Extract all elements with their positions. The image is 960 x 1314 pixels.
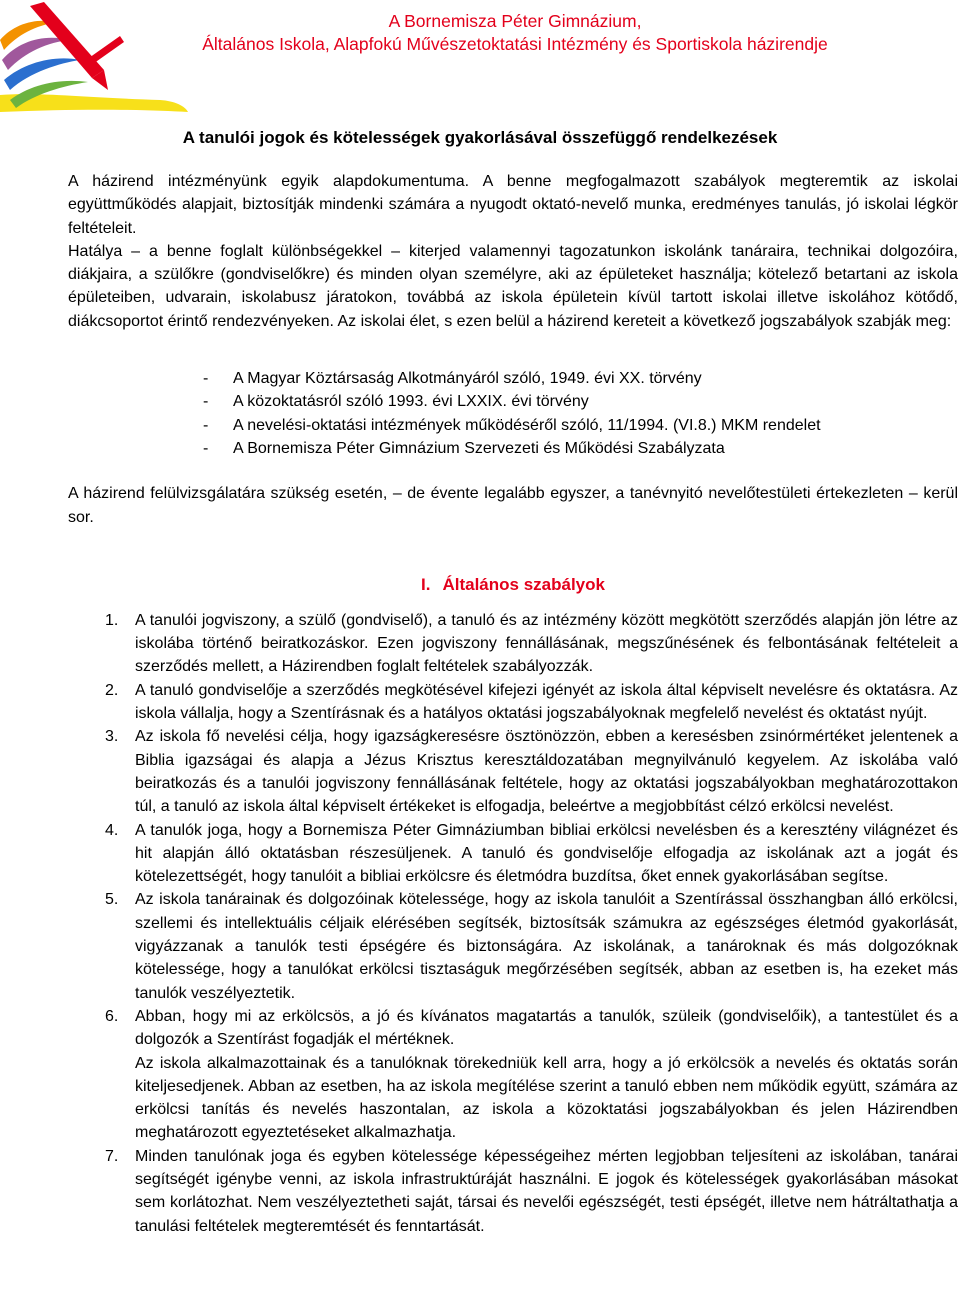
rule-text: A tanulók joga, hogy a Bornemisza Péter Gimnáziumban bibliai erkölcsi nevelésben és a keresztény világnézet és hit alapján álló oktatásban részesüljenek. A tanuló és gondviselője elfogadja az iskolának azt a jogát és kötelezettségét, hogy tanulóit a bibliai erkölcsre és életmódra buzdítsa, őket ennek gyakorlásában segítse. <box>135 821 958 886</box>
review-paragraph: A házirend felülvizsgálatára szükség esetén, – de évente legalább egyszer, a tanévnyitó nevelőtestületi értekezleten – kerül sor. <box>68 485 958 526</box>
chapter-heading <box>68 573 958 597</box>
law-item: - A Bornemisza Péter Gimnázium Szervezeti és Működési Szabályzata <box>203 437 958 460</box>
document-header <box>190 10 840 56</box>
rules-list <box>68 609 958 1238</box>
rule-text: Minden tanulónak joga és egyben kötelessége képességeihez mérten legjobban teljesíteni az iskolában, tanárai segítségét igénybe venni, az iskola infrastruktúráját használni. E jogok és kötelességek gyakorlásában másokat sem korlátozhat. Nem veszélyeztetheti saját, társai és nevelői egészségét, testi épségét, illetve nem hátráltathatja a tanulási feltételek megteremtését és fenntartását. <box>135 1147 958 1235</box>
rule-number: 5. <box>105 891 119 909</box>
rule-number: 4. <box>105 821 119 839</box>
rule-item <box>68 1005 958 1145</box>
rule-item <box>68 819 958 889</box>
law-item: - A Magyar Köztársaság Alkotmányáról szóló, 1949. évi XX. törvény <box>203 367 958 390</box>
scope-paragraph: Hatálya – a benne foglalt különbségekkel – kiterjed valamennyi tagozatunkon iskolánk tanáraira, technikai dolgozóira, diákjaira, a szülőkre (gondviselőkre) és minden olyan személyre, aki az épületeket használja; kötelező betartani az iskola épületeiben, udvarain, iskolabusz járatokon, továbbá az iskola épületein kívül tartott iskolai illetve iskolához kötődő, diákcsoportot érintő rendezvényeken. Az iskolai élet, s ezen belül a házirend kereteit a következő jogszabályok szabják meg: <box>68 242 958 330</box>
logo-pencil-mark <box>86 36 124 66</box>
section-title: A tanulói jogok és kötelességek gyakorlásával összefüggő rendelkezések <box>182 128 778 147</box>
rule-text: Az iskola tanárainak és dolgozóinak kötelessége, hogy az iskola tanulóit a Szentírással összhangban álló erkölcsi, szellemi és intellektuális céljaik elérésében segítsék, biztosítsák számukra az egészséges életmód gyakorlását, vigyázzanak a tanulók testi épségére és biztonságára. Az iskolának, a tanároknak és más dolgozóknak kötelessége, hogy a tanulókat erkölcsi tisztaságuk megőrzésében segítsék, abban az esetben is, ha ezeket más tanulók veszélyeztetik. <box>135 891 958 1002</box>
rule-text-continued: Az iskola alkalmazottainak és a tanulóknak törekedniük kell arra, hogy a jó erkölcsök a nevelés és oktatás során kiteljesedjenek. Abban az esetben, ha az iskola megítélése szerint a tanuló ebben nem működik együtt, számára az erkölcsi tanítás és nevelés haszontalan, az iskola a közoktatási jogszabályokban és jelen Házirendben meghatározott egyeztetéseket alkalmazhatja. <box>135 1054 958 1142</box>
school-name: A Bornemisza Péter Gimnázium, <box>388 11 642 31</box>
rule-item <box>68 1145 958 1238</box>
law-item: - A közoktatásról szóló 1993. évi LXXIX. évi törvény <box>203 390 958 413</box>
rule-number: 1. <box>105 611 119 629</box>
rule-number: 3. <box>105 728 119 746</box>
rule-text: A tanuló gondviselője a szerződés megkötésével kifejezi igényét az iskola által képviselt nevelésre és oktatásra. Az iskola vállalja, hogy a Szentírásnak és a hatályos oktatási jogszabályoknak megfelelő nevelést és oktatást nyújt. <box>135 681 958 723</box>
intro-paragraph: A házirend intézményünk egyik alapdokumentuma. A benne megfogalmazott szabályok megteremtik az iskolai együttműködés alapjait, biztosítják mindenki számára a nyugodt oktató-nevelő munka, eredményes tanulás, jó iskolai légkör feltételeit. <box>68 173 958 237</box>
rule-text: A tanulói jogviszony, a szülő (gondviselő), a tanuló és az intézmény között megkötött szerződés alapján jön létre az iskolába történő beiratkozáskor. Ezen jogviszony fennállásának, megszűnésének és felbontásának feltételeit a szerződés mellett, a Házirendben foglalt feltételek szabályozzák. <box>135 611 958 676</box>
rule-number: 7. <box>105 1147 119 1165</box>
laws-list <box>68 367 958 460</box>
rule-item <box>68 679 958 726</box>
rule-item <box>68 888 958 1004</box>
rule-item <box>68 609 958 679</box>
law-item: - A nevelési-oktatási intézmények működéséről szóló, 11/1994. (VI.8.) MKM rendelet <box>203 414 958 437</box>
rule-number: 6. <box>105 1007 119 1025</box>
document-body <box>68 170 958 1238</box>
chapter-number: I. <box>421 574 431 594</box>
rule-item <box>68 725 958 818</box>
rule-number: 2. <box>105 681 119 699</box>
rule-text: Az iskola fő nevelési célja, hogy igazságkeresésre ösztönözzön, ebben a keresésben zsinórmértéket jelentenek a Biblia igazságai és alapja a Jézus Krisztus keresztáldozatában megnyilvánuló kegyelem. Az iskolába való beiratkozás és a tanulói jogviszony fennállásának feltétele, hogy az oktatási jogszabályokban meghatározottakon túl, a tanuló az iskola által képviselt értékeket is elfogadja, beleértve a megjobbítást célzó erkölcsi nevelést. <box>135 728 958 816</box>
school-logo <box>0 0 190 122</box>
school-subtitle: Általános Iskola, Alapfokú Művészetoktatási Intézmény és Sportiskola házirendje <box>202 34 828 54</box>
chapter-title: Általános szabályok <box>442 574 605 594</box>
rule-text: Abban, hogy mi az erkölcsös, a jó és kívánatos magatartás a tanulók, szüleik (gondviselőik), a tantestület és a dolgozók a Szentírást fogadják el mértéknek. <box>135 1007 958 1049</box>
